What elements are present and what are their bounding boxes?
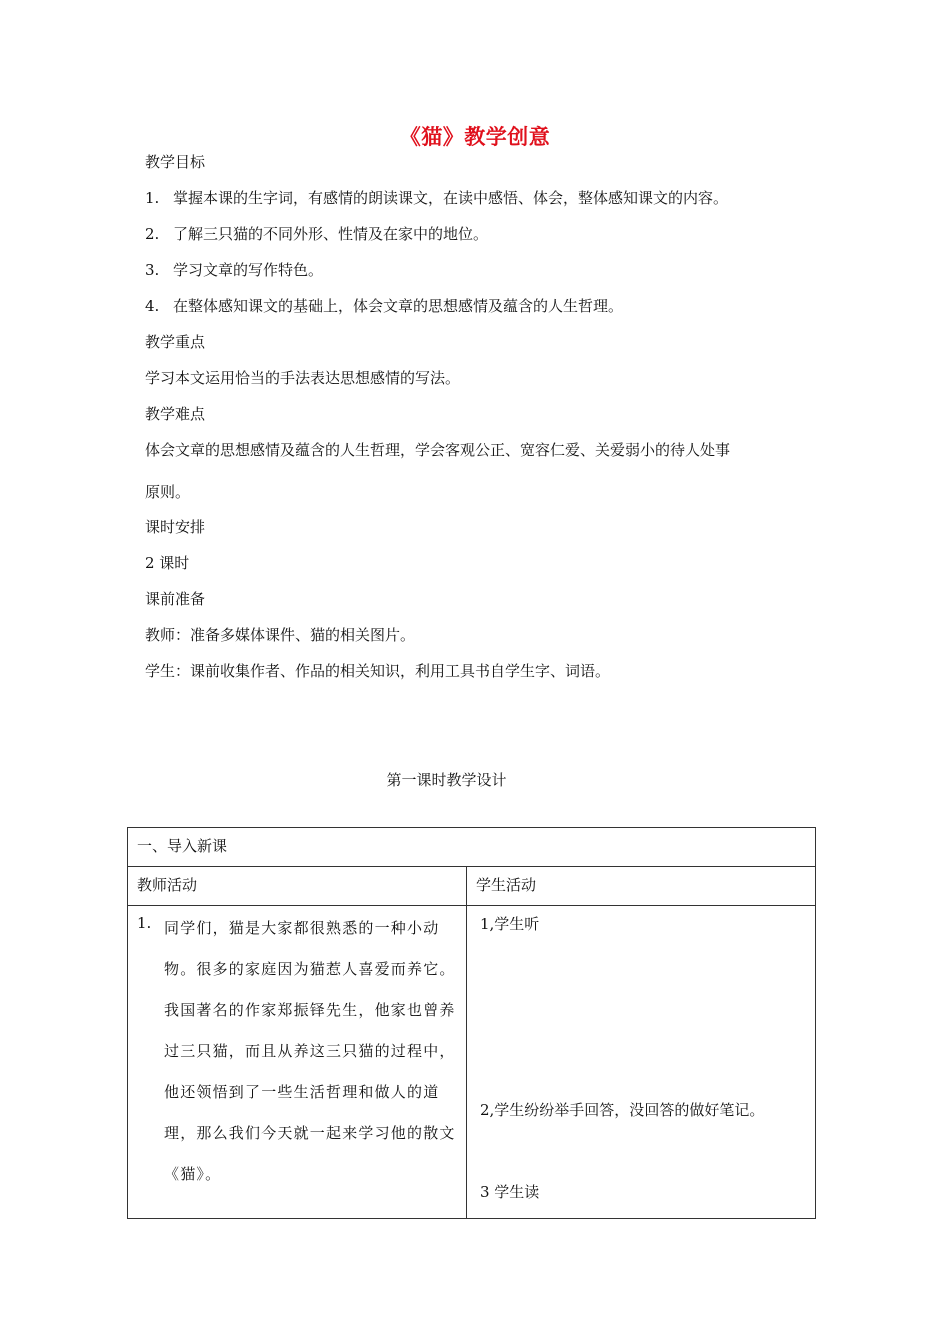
table-row bbox=[128, 867, 816, 906]
goal-item bbox=[145, 224, 488, 244]
difficulties-text-line1: 体会文章的思想感情及蕴含的人生哲理，学会客观公正、宽容仁爱、关爱弱小的待人处事 bbox=[145, 441, 731, 459]
student-activity-item: 2,学生纷纷举手回答，没回答的做好笔记。 bbox=[480, 1101, 765, 1119]
key-points-text: 学习本文运用恰当的手法表达思想感情的写法。 bbox=[145, 369, 461, 387]
table-row bbox=[128, 828, 816, 867]
teacher-column-header-cell bbox=[128, 867, 467, 906]
schedule-text: 2 课时 bbox=[145, 554, 190, 572]
difficulties-text-line2: 原则。 bbox=[145, 483, 191, 501]
student-activity-item: 1,学生听 bbox=[480, 915, 540, 933]
goal-number: 2. bbox=[145, 225, 160, 243]
goal-item bbox=[145, 188, 728, 208]
goal-text: 了解三只猫的不同外形、性情及在家中的地位。 bbox=[173, 225, 489, 243]
student-column-header: 学生活动 bbox=[476, 876, 537, 894]
teacher-activity-number: 1. bbox=[137, 914, 152, 932]
student-activity-item: 3 学生读 bbox=[480, 1183, 540, 1201]
goal-text: 掌握本课的生字词，有感情的朗读课文，在读中感悟、体会，整体感知课文的内容。 bbox=[173, 189, 729, 207]
goal-number: 3. bbox=[145, 261, 160, 279]
preparation-teacher: 教师：准备多媒体课件、猫的相关图片。 bbox=[145, 626, 416, 644]
preparation-heading: 课前准备 bbox=[145, 590, 206, 608]
goal-item bbox=[145, 296, 623, 316]
goal-text: 学习文章的写作特色。 bbox=[173, 261, 324, 279]
teacher-activity-cell bbox=[128, 906, 467, 1219]
table-row bbox=[128, 906, 816, 1219]
table-section-title-cell bbox=[128, 828, 816, 867]
table-section-title: 一、导入新课 bbox=[137, 837, 228, 855]
document-title: 《猫》教学创意 bbox=[399, 124, 551, 149]
goal-item bbox=[145, 260, 323, 280]
goal-number: 4. bbox=[145, 297, 160, 315]
teacher-column-header: 教师活动 bbox=[137, 876, 198, 894]
difficulties-heading: 教学难点 bbox=[145, 405, 206, 423]
preparation-student: 学生：课前收集作者、作品的相关知识，利用工具书自学生字、词语。 bbox=[145, 662, 611, 680]
lesson1-heading: 第一课时教学设计 bbox=[386, 771, 507, 789]
goal-number: 1. bbox=[145, 189, 160, 207]
teacher-activity-text: 同学们，猫是大家都很熟悉的一种小动物。很多的家庭因为猫惹人喜爱而养它。我国著名的作家郑振铎先生，他家也曾养过三只猫，而且从养这三只猫的过程中，他还领悟到了一些生活哲理和做人的道理，那么我们今天就一起来学习他的散文《猫》。 bbox=[164, 919, 456, 1183]
goals-heading: 教学目标 bbox=[145, 153, 206, 171]
student-column-header-cell bbox=[467, 867, 816, 906]
key-points-heading: 教学重点 bbox=[145, 333, 206, 351]
goal-text: 在整体感知课文的基础上，体会文章的思想感情及蕴含的人生哲理。 bbox=[173, 297, 624, 315]
schedule-heading: 课时安排 bbox=[145, 518, 206, 536]
lesson-plan-table bbox=[127, 827, 816, 1219]
student-activity-cell bbox=[467, 906, 816, 1219]
